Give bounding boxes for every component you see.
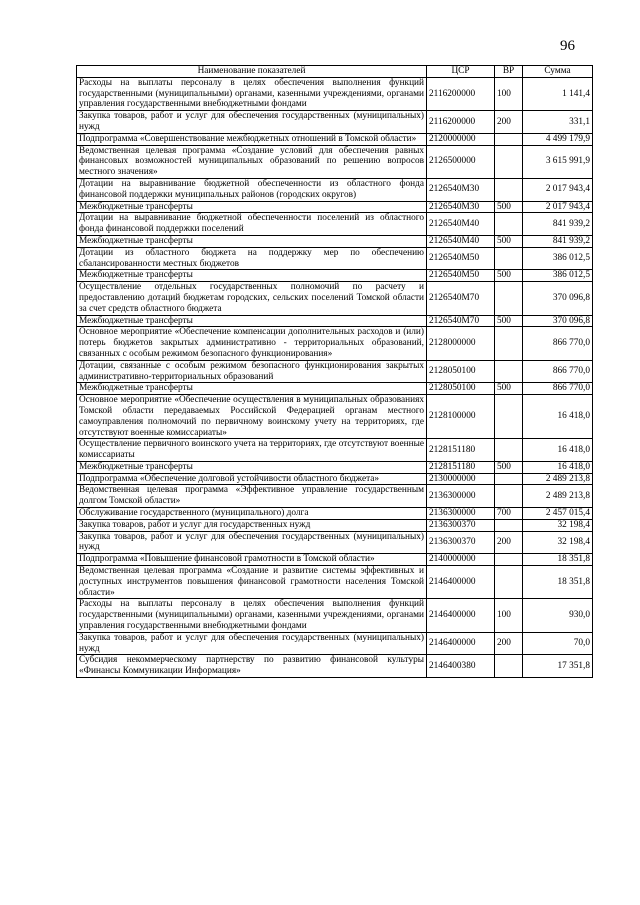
row-sum-cell: 866 770,0 [523,383,593,395]
table-row [77,133,593,145]
table-row [77,554,593,566]
row-sum-cell: 18 351,8 [523,554,593,566]
row-vr-cell: 500 [495,461,523,473]
row-sum-cell: 386 012,5 [523,270,593,282]
row-csr-cell: 2126540М30 [427,201,495,213]
row-name-cell: Осуществление первичного воинского учета на территориях, где отсутствуют военные комиссариаты [77,439,427,462]
row-vr-cell [495,327,523,360]
row-vr-cell [495,473,523,485]
table-row [77,531,593,554]
row-csr-cell: 2126540М70 [427,282,495,315]
row-vr-cell: 700 [495,508,523,520]
row-name-cell: Дотации на выравнивание бюджетной обеспеченности из областного фонда финансовой поддержки муниципальных районов (городских округов) [77,178,427,201]
row-name-cell: Ведомственная целевая программа «Создание и развитие системы эффективных и доступных инструментов повышения финансовой грамотности населения Томской области» [77,566,427,599]
row-csr-cell: 2126540М40 [427,235,495,247]
table-body [77,77,593,677]
row-sum-cell: 1 141,4 [523,77,593,110]
row-csr-cell: 2126540М70 [427,315,495,327]
row-name-cell: Дотации на выравнивание бюджетной обеспеченности поселений из областного фонда финансовой поддержки поселений [77,213,427,236]
row-name-cell: Межбюджетные трансферты [77,270,427,282]
table-row [77,473,593,485]
table-row [77,315,593,327]
row-csr-cell: 2120000000 [427,133,495,145]
budget-table [76,65,593,678]
row-sum-cell: 866 770,0 [523,360,593,383]
table-row [77,247,593,270]
table-row [77,201,593,213]
row-sum-cell: 930,0 [523,599,593,632]
row-sum-cell: 70,0 [523,632,593,655]
row-name-cell: Основное мероприятие «Обеспечение осуществления в муниципальных образованиях Томской области передаваемых Российской Федерацией органам местного самоуправления полномочий по первичному воинскому учету на территориях, где отсутствуют военные комиссариаты» [77,395,427,439]
row-vr-cell: 200 [495,531,523,554]
row-sum-cell: 4 499 179,9 [523,133,593,145]
row-vr-cell [495,213,523,236]
row-csr-cell: 2136300370 [427,531,495,554]
row-csr-cell: 2126540М30 [427,178,495,201]
row-vr-cell: 100 [495,599,523,632]
row-sum-cell: 32 198,4 [523,531,593,554]
row-sum-cell: 16 418,0 [523,461,593,473]
table-row [77,77,593,110]
row-csr-cell: 2128100000 [427,395,495,439]
row-name-cell: Закупка товаров, работ и услуг для обеспечения государственных (муниципальных) нужд [77,531,427,554]
row-csr-cell: 2136300000 [427,485,495,508]
row-name-cell: Закупка товаров, работ и услуг для обеспечения государственных (муниципальных) нужд [77,632,427,655]
row-sum-cell: 370 096,8 [523,315,593,327]
row-name-cell: Дотации, связанные с особым режимом безопасного функционирования закрытых административно-территориальных образований [77,360,427,383]
row-sum-cell: 841 939,2 [523,235,593,247]
header-name: Наименование показателей [77,66,427,78]
row-csr-cell: 2126540М40 [427,213,495,236]
table-row [77,282,593,315]
row-vr-cell: 200 [495,111,523,134]
table-row [77,508,593,520]
table-row [77,461,593,473]
row-sum-cell: 32 198,4 [523,519,593,531]
row-sum-cell: 386 012,5 [523,247,593,270]
table-row [77,213,593,236]
row-vr-cell [495,360,523,383]
row-name-cell: Расходы на выплаты персоналу в целях обеспечения выполнения функций государственными (муниципальными) органами, казенными учреждениями, органами управления государственными внебюджетными фондами [77,77,427,110]
row-name-cell: Межбюджетные трансферты [77,461,427,473]
table-row [77,519,593,531]
row-csr-cell: 2128050100 [427,360,495,383]
row-vr-cell [495,439,523,462]
table-row [77,485,593,508]
row-name-cell: Межбюджетные трансферты [77,201,427,213]
table-header-row [77,66,593,78]
row-name-cell: Закупка товаров, работ и услуг для обеспечения государственных (муниципальных) нужд [77,111,427,134]
row-csr-cell: 2128151180 [427,439,495,462]
row-csr-cell: 2128000000 [427,327,495,360]
table-row [77,327,593,360]
table-row [77,632,593,655]
table-row [77,395,593,439]
row-name-cell: Подпрограмма «Совершенствование межбюджетных отношений в Томской области» [77,133,427,145]
table-row [77,360,593,383]
table-row [77,178,593,201]
row-name-cell: Субсидия некоммерческому партнерству по развитию финансовой культуры «Финансы Коммуникации Информация» [77,655,427,678]
row-csr-cell: 2128151180 [427,461,495,473]
row-vr-cell [495,554,523,566]
table-row [77,145,593,178]
row-vr-cell [495,178,523,201]
row-vr-cell: 200 [495,632,523,655]
row-vr-cell: 100 [495,77,523,110]
row-csr-cell: 2146400000 [427,566,495,599]
row-sum-cell: 2 489 213,8 [523,473,593,485]
row-sum-cell: 2 489 213,8 [523,485,593,508]
row-vr-cell [495,519,523,531]
header-sum: Сумма [523,66,593,78]
page-number: 96 [560,38,575,54]
row-sum-cell: 2 017 943,4 [523,201,593,213]
row-sum-cell: 3 615 991,9 [523,145,593,178]
row-sum-cell: 370 096,8 [523,282,593,315]
row-vr-cell [495,247,523,270]
table-row [77,439,593,462]
row-csr-cell: 2146400000 [427,632,495,655]
row-sum-cell: 2 017 943,4 [523,178,593,201]
table-row [77,599,593,632]
row-sum-cell: 16 418,0 [523,395,593,439]
row-name-cell: Расходы на выплаты персоналу в целях обеспечения выполнения функций государственными (муниципальными) органами, казенными учреждениями, органами управления государственными внебюджетными фондами [77,599,427,632]
row-name-cell: Подпрограмма «Повышение финансовой грамотности в Томской области» [77,554,427,566]
header-vr: ВР [495,66,523,78]
row-vr-cell: 500 [495,315,523,327]
row-vr-cell: 500 [495,383,523,395]
header-csr: ЦСР [427,66,495,78]
row-csr-cell: 2126500000 [427,145,495,178]
row-sum-cell: 866 770,0 [523,327,593,360]
table-row [77,270,593,282]
row-csr-cell: 2128050100 [427,383,495,395]
table-row [77,111,593,134]
table-row [77,235,593,247]
row-name-cell: Межбюджетные трансферты [77,235,427,247]
row-name-cell: Ведомственная целевая программа «Эффективное управление государственным долгом Томской области» [77,485,427,508]
row-csr-cell: 2126540М50 [427,270,495,282]
row-name-cell: Ведомственная целевая программа «Создание условий для обеспечения равных финансовых возможностей муниципальных образований по решению вопросов местного значения» [77,145,427,178]
row-vr-cell [495,145,523,178]
row-csr-cell: 2116200000 [427,111,495,134]
row-vr-cell [495,282,523,315]
table-row [77,655,593,678]
table-row [77,383,593,395]
row-vr-cell: 500 [495,235,523,247]
row-csr-cell: 2130000000 [427,473,495,485]
row-csr-cell: 2136300000 [427,508,495,520]
row-sum-cell: 2 457 015,4 [523,508,593,520]
row-vr-cell [495,485,523,508]
row-vr-cell: 500 [495,270,523,282]
row-csr-cell: 2140000000 [427,554,495,566]
row-csr-cell: 2146400000 [427,599,495,632]
row-name-cell: Осуществление отдельных государственных полномочий по расчету и предоставлению дотаций бюджетам городских, сельских поселений Томской области за счет средств областного бюджета [77,282,427,315]
row-csr-cell: 2126540М50 [427,247,495,270]
row-sum-cell: 331,1 [523,111,593,134]
row-sum-cell: 841 939,2 [523,213,593,236]
row-sum-cell: 17 351,8 [523,655,593,678]
row-csr-cell: 2136300370 [427,519,495,531]
row-vr-cell: 500 [495,201,523,213]
row-name-cell: Подпрограмма «Обеспечение долговой устойчивости областного бюджета» [77,473,427,485]
row-name-cell: Межбюджетные трансферты [77,315,427,327]
row-sum-cell: 18 351,8 [523,566,593,599]
row-name-cell: Межбюджетные трансферты [77,383,427,395]
row-vr-cell [495,566,523,599]
row-csr-cell: 2116200000 [427,77,495,110]
row-name-cell: Основное мероприятие «Обеспечение компенсации дополнительных расходов и (или) потерь бюджетов закрытых административно - территориальных образований, связанных с особым режимом безопасного функционирования» [77,327,427,360]
row-csr-cell: 2146400380 [427,655,495,678]
row-sum-cell: 16 418,0 [523,439,593,462]
row-name-cell: Закупка товаров, работ и услуг для государственных нужд [77,519,427,531]
row-name-cell: Обслуживание государственного (муниципального) долга [77,508,427,520]
row-vr-cell [495,133,523,145]
row-vr-cell [495,395,523,439]
table-row [77,566,593,599]
row-vr-cell [495,655,523,678]
row-name-cell: Дотации из областного бюджета на поддержку мер по обеспечению сбалансированности местных бюджетов [77,247,427,270]
